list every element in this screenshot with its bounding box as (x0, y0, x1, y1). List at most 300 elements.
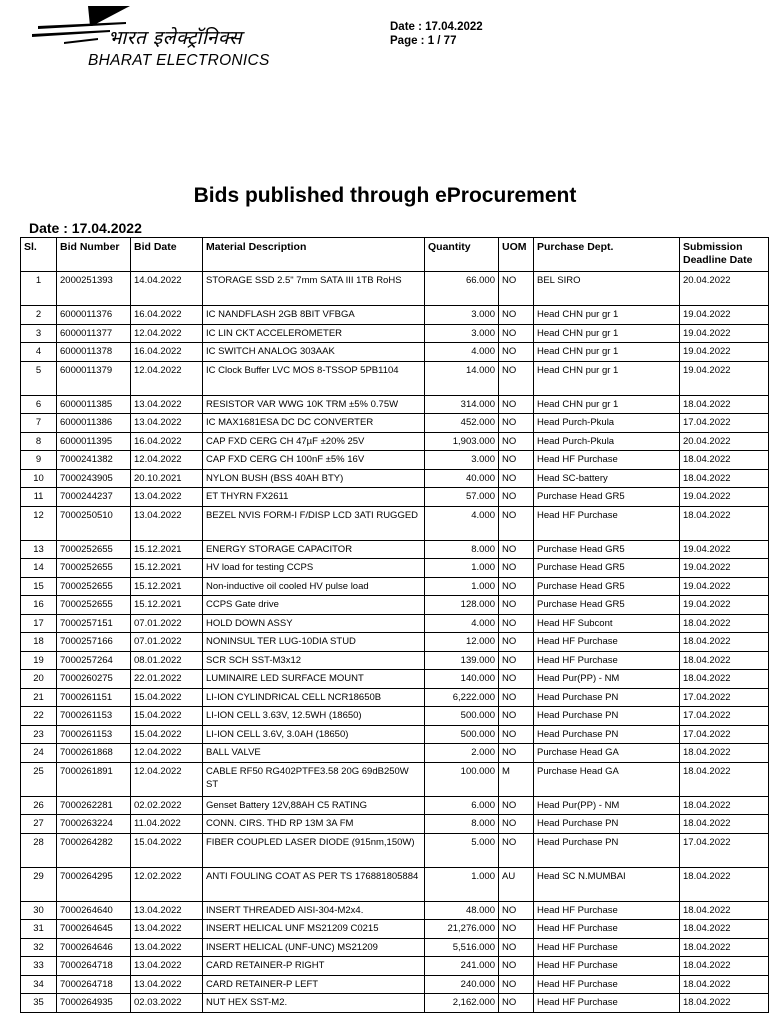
table-row (21, 994, 769, 1013)
cell-quantity: 139.000 (425, 651, 499, 670)
cell-purchase-dept: Head HF Subcont (534, 614, 680, 633)
cell-purchase-dept: Head Pur(PP) - NM (534, 670, 680, 689)
table-row (21, 957, 769, 976)
date-heading: Date : 17.04.2022 (29, 220, 142, 236)
cell-bid-number: 7000257151 (57, 614, 131, 633)
cell-bid-number: 7000260275 (57, 670, 131, 689)
cell-submission-deadline: 18.04.2022 (680, 395, 769, 414)
table-row (21, 324, 769, 343)
cell-submission-deadline: 19.04.2022 (680, 596, 769, 615)
cell-material-description: IC LIN CKT ACCELEROMETER (203, 324, 425, 343)
cell-uom: NO (499, 815, 534, 834)
cell-sl: 28 (21, 833, 57, 867)
company-logo (30, 6, 350, 74)
cell-bid-date: 15.04.2022 (131, 725, 203, 744)
cell-bid-date: 16.04.2022 (131, 343, 203, 362)
cell-submission-deadline: 17.04.2022 (680, 414, 769, 433)
cell-quantity: 14.000 (425, 361, 499, 395)
cell-material-description: LI-ION CELL 3.6V, 3.0AH (18650) (203, 725, 425, 744)
cell-purchase-dept: Head Purchase PN (534, 725, 680, 744)
cell-submission-deadline: 18.04.2022 (680, 994, 769, 1013)
cell-quantity: 48.000 (425, 901, 499, 920)
cell-sl: 9 (21, 451, 57, 470)
cell-sl: 20 (21, 670, 57, 689)
cell-material-description: HV load for testing CCPS (203, 559, 425, 578)
cell-purchase-dept: Head HF Purchase (534, 451, 680, 470)
cell-submission-deadline: 18.04.2022 (680, 957, 769, 976)
table-row (21, 414, 769, 433)
col-header-uom: UOM (499, 238, 534, 272)
cell-sl: 4 (21, 343, 57, 362)
table-row (21, 506, 769, 540)
cell-submission-deadline: 20.04.2022 (680, 432, 769, 451)
cell-uom: NO (499, 506, 534, 540)
cell-purchase-dept: Purchase Head GR5 (534, 540, 680, 559)
cell-uom: NO (499, 306, 534, 325)
cell-uom: NO (499, 559, 534, 578)
cell-quantity: 241.000 (425, 957, 499, 976)
cell-uom: NO (499, 324, 534, 343)
table-row (21, 540, 769, 559)
table-row (21, 707, 769, 726)
cell-uom: NO (499, 651, 534, 670)
cell-quantity: 6,222.000 (425, 688, 499, 707)
cell-bid-number: 7000264295 (57, 867, 131, 901)
table-row (21, 614, 769, 633)
cell-purchase-dept: Purchase Head GR5 (534, 577, 680, 596)
cell-quantity: 57.000 (425, 488, 499, 507)
cell-bid-date: 15.04.2022 (131, 707, 203, 726)
cell-bid-date: 13.04.2022 (131, 957, 203, 976)
col-header-purchase-dept: Purchase Dept. (534, 238, 680, 272)
cell-sl: 5 (21, 361, 57, 395)
cell-purchase-dept: Head HF Purchase (534, 957, 680, 976)
cell-purchase-dept: Head CHN pur gr 1 (534, 306, 680, 325)
cell-uom: NO (499, 725, 534, 744)
cell-bid-number: 7000261153 (57, 707, 131, 726)
col-header-material-description: Material Description (203, 238, 425, 272)
cell-material-description: FIBER COUPLED LASER DIODE (915nm,150W) (203, 833, 425, 867)
table-body (21, 272, 769, 1013)
cell-purchase-dept: Head HF Purchase (534, 506, 680, 540)
cell-quantity: 8.000 (425, 815, 499, 834)
cell-material-description: ANTI FOULING COAT AS PER TS 176881805884 (203, 867, 425, 901)
cell-uom: NO (499, 796, 534, 815)
cell-quantity: 66.000 (425, 272, 499, 306)
cell-purchase-dept: Head HF Purchase (534, 633, 680, 652)
cell-uom: NO (499, 938, 534, 957)
cell-bid-number: 6000011377 (57, 324, 131, 343)
cell-submission-deadline: 17.04.2022 (680, 725, 769, 744)
cell-purchase-dept: Head Purch-Pkula (534, 414, 680, 433)
cell-material-description: CARD RETAINER-P RIGHT (203, 957, 425, 976)
cell-sl: 31 (21, 920, 57, 939)
cell-bid-number: 7000252655 (57, 577, 131, 596)
table-row (21, 744, 769, 763)
cell-submission-deadline: 18.04.2022 (680, 506, 769, 540)
cell-bid-date: 11.04.2022 (131, 815, 203, 834)
cell-sl: 8 (21, 432, 57, 451)
cell-bid-date: 02.02.2022 (131, 796, 203, 815)
cell-material-description: IC SWITCH ANALOG 303AAK (203, 343, 425, 362)
cell-bid-date: 12.04.2022 (131, 361, 203, 395)
cell-uom: NO (499, 540, 534, 559)
cell-material-description: NONINSUL TER LUG-10DIA STUD (203, 633, 425, 652)
cell-bid-date: 16.04.2022 (131, 306, 203, 325)
table-row (21, 762, 769, 796)
cell-submission-deadline: 18.04.2022 (680, 975, 769, 994)
cell-submission-deadline: 18.04.2022 (680, 796, 769, 815)
cell-submission-deadline: 18.04.2022 (680, 633, 769, 652)
cell-bid-number: 7000264718 (57, 957, 131, 976)
cell-sl: 25 (21, 762, 57, 796)
cell-sl: 13 (21, 540, 57, 559)
cell-uom: NO (499, 577, 534, 596)
document-meta (390, 20, 483, 48)
cell-bid-date: 13.04.2022 (131, 414, 203, 433)
table-row (21, 343, 769, 362)
cell-material-description: INSERT HELICAL UNF MS21209 C0215 (203, 920, 425, 939)
cell-material-description: HOLD DOWN ASSY (203, 614, 425, 633)
cell-quantity: 5.000 (425, 833, 499, 867)
table-row (21, 651, 769, 670)
cell-bid-number: 7000241382 (57, 451, 131, 470)
cell-bid-date: 13.04.2022 (131, 395, 203, 414)
cell-sl: 18 (21, 633, 57, 652)
page-indicator: Page : 1 / 77 (390, 35, 457, 47)
cell-sl: 29 (21, 867, 57, 901)
table-row (21, 469, 769, 488)
cell-bid-number: 7000250510 (57, 506, 131, 540)
cell-quantity: 12.000 (425, 633, 499, 652)
cell-material-description: IC Clock Buffer LVC MOS 8-TSSOP 5PB1104 (203, 361, 425, 395)
cell-bid-date: 16.04.2022 (131, 432, 203, 451)
cell-bid-number: 7000264282 (57, 833, 131, 867)
cell-submission-deadline: 18.04.2022 (680, 901, 769, 920)
cell-uom: NO (499, 395, 534, 414)
cell-bid-number: 7000244237 (57, 488, 131, 507)
cell-material-description: NYLON BUSH (BSS 40AH BTY) (203, 469, 425, 488)
cell-purchase-dept: Head SC-battery (534, 469, 680, 488)
cell-purchase-dept: Head Purchase PN (534, 688, 680, 707)
cell-material-description: IC NANDFLASH 2GB 8BIT VFBGA (203, 306, 425, 325)
cell-quantity: 1.000 (425, 559, 499, 578)
cell-quantity: 100.000 (425, 762, 499, 796)
cell-sl: 27 (21, 815, 57, 834)
cell-bid-number: 7000252655 (57, 559, 131, 578)
cell-sl: 24 (21, 744, 57, 763)
table-row (21, 432, 769, 451)
cell-uom: NO (499, 469, 534, 488)
cell-uom: NO (499, 361, 534, 395)
cell-sl: 15 (21, 577, 57, 596)
cell-quantity: 4.000 (425, 343, 499, 362)
cell-bid-number: 7000252655 (57, 540, 131, 559)
cell-submission-deadline: 18.04.2022 (680, 744, 769, 763)
cell-bid-number: 7000262281 (57, 796, 131, 815)
cell-material-description: RESISTOR VAR WWG 10K TRM ±5% 0.75W (203, 395, 425, 414)
cell-submission-deadline: 18.04.2022 (680, 651, 769, 670)
cell-submission-deadline: 17.04.2022 (680, 833, 769, 867)
cell-uom: NO (499, 975, 534, 994)
cell-bid-date: 08.01.2022 (131, 651, 203, 670)
cell-bid-number: 7000243905 (57, 469, 131, 488)
cell-purchase-dept: Head CHN pur gr 1 (534, 361, 680, 395)
cell-purchase-dept: Head Purchase PN (534, 833, 680, 867)
cell-purchase-dept: Purchase Head GA (534, 762, 680, 796)
cell-purchase-dept: Purchase Head GR5 (534, 559, 680, 578)
col-header-sl: Sl. (21, 238, 57, 272)
cell-quantity: 3.000 (425, 306, 499, 325)
cell-material-description: CCPS Gate drive (203, 596, 425, 615)
cell-purchase-dept: Head Purchase PN (534, 815, 680, 834)
cell-purchase-dept: Head HF Purchase (534, 975, 680, 994)
cell-purchase-dept: BEL SIRO (534, 272, 680, 306)
cell-bid-number: 7000261151 (57, 688, 131, 707)
cell-submission-deadline: 18.04.2022 (680, 920, 769, 939)
cell-purchase-dept: Head SC N.MUMBAI (534, 867, 680, 901)
cell-material-description: ET THYRN FX2611 (203, 488, 425, 507)
cell-bid-number: 6000011376 (57, 306, 131, 325)
cell-submission-deadline: 19.04.2022 (680, 306, 769, 325)
col-header-bid-number: Bid Number (57, 238, 131, 272)
cell-bid-number: 7000261891 (57, 762, 131, 796)
cell-uom: NO (499, 488, 534, 507)
col-header-submission-deadline: Submission Deadline Date (680, 238, 769, 272)
cell-bid-number: 7000264646 (57, 938, 131, 957)
cell-material-description: ENERGY STORAGE CAPACITOR (203, 540, 425, 559)
table-row (21, 306, 769, 325)
cell-bid-number: 7000263224 (57, 815, 131, 834)
cell-material-description: CAP FXD CERG CH 47µF ±20% 25V (203, 432, 425, 451)
cell-bid-date: 07.01.2022 (131, 614, 203, 633)
cell-submission-deadline: 19.04.2022 (680, 488, 769, 507)
cell-uom: NO (499, 707, 534, 726)
table-row (21, 451, 769, 470)
cell-bid-date: 14.04.2022 (131, 272, 203, 306)
cell-uom: NO (499, 343, 534, 362)
cell-uom: NO (499, 670, 534, 689)
cell-quantity: 5,516.000 (425, 938, 499, 957)
cell-quantity: 140.000 (425, 670, 499, 689)
cell-quantity: 1.000 (425, 577, 499, 596)
cell-uom: NO (499, 833, 534, 867)
cell-sl: 6 (21, 395, 57, 414)
cell-material-description: Non-inductive oil cooled HV pulse load (203, 577, 425, 596)
cell-submission-deadline: 19.04.2022 (680, 361, 769, 395)
cell-purchase-dept: Head Purchase PN (534, 707, 680, 726)
cell-bid-date: 13.04.2022 (131, 920, 203, 939)
cell-quantity: 2,162.000 (425, 994, 499, 1013)
cell-quantity: 1,903.000 (425, 432, 499, 451)
cell-bid-number: 6000011379 (57, 361, 131, 395)
cell-bid-date: 13.04.2022 (131, 975, 203, 994)
cell-uom: NO (499, 994, 534, 1013)
cell-submission-deadline: 20.04.2022 (680, 272, 769, 306)
cell-bid-date: 15.12.2021 (131, 577, 203, 596)
cell-material-description: STORAGE SSD 2.5" 7mm SATA III 1TB RoHS (203, 272, 425, 306)
cell-purchase-dept: Head Purch-Pkula (534, 432, 680, 451)
cell-sl: 11 (21, 488, 57, 507)
cell-sl: 33 (21, 957, 57, 976)
cell-bid-date: 13.04.2022 (131, 506, 203, 540)
cell-quantity: 2.000 (425, 744, 499, 763)
cell-bid-number: 7000264935 (57, 994, 131, 1013)
cell-purchase-dept: Purchase Head GR5 (534, 596, 680, 615)
cell-purchase-dept: Head CHN pur gr 1 (534, 324, 680, 343)
cell-purchase-dept: Head Pur(PP) - NM (534, 796, 680, 815)
cell-bid-date: 20.10.2021 (131, 469, 203, 488)
cell-bid-number: 7000264718 (57, 975, 131, 994)
cell-material-description: INSERT THREADED AISI-304-M2x4. (203, 901, 425, 920)
cell-quantity: 6.000 (425, 796, 499, 815)
cell-material-description: BALL VALVE (203, 744, 425, 763)
table-row (21, 559, 769, 578)
cell-bid-date: 12.04.2022 (131, 451, 203, 470)
cell-bid-number: 7000257264 (57, 651, 131, 670)
cell-bid-number: 7000252655 (57, 596, 131, 615)
table-header-row (21, 238, 769, 272)
cell-bid-date: 15.04.2022 (131, 833, 203, 867)
cell-submission-deadline: 18.04.2022 (680, 762, 769, 796)
cell-uom: NO (499, 744, 534, 763)
cell-quantity: 128.000 (425, 596, 499, 615)
cell-sl: 34 (21, 975, 57, 994)
cell-quantity: 314.000 (425, 395, 499, 414)
cell-material-description: NUT HEX SST-M2. (203, 994, 425, 1013)
cell-bid-date: 15.04.2022 (131, 688, 203, 707)
cell-bid-date: 15.12.2021 (131, 596, 203, 615)
cell-sl: 21 (21, 688, 57, 707)
logo-hindi-text: भारत इलेक्ट्रॉनिक्स (108, 27, 243, 49)
cell-sl: 2 (21, 306, 57, 325)
cell-sl: 22 (21, 707, 57, 726)
cell-uom: NO (499, 596, 534, 615)
cell-bid-date: 12.04.2022 (131, 744, 203, 763)
table-row (21, 975, 769, 994)
cell-quantity: 21,276.000 (425, 920, 499, 939)
cell-uom: NO (499, 451, 534, 470)
cell-material-description: IC MAX1681ESA DC DC CONVERTER (203, 414, 425, 433)
table-row (21, 833, 769, 867)
cell-submission-deadline: 19.04.2022 (680, 540, 769, 559)
cell-quantity: 4.000 (425, 506, 499, 540)
cell-submission-deadline: 18.04.2022 (680, 451, 769, 470)
cell-submission-deadline: 18.04.2022 (680, 815, 769, 834)
cell-material-description: CAP FXD CERG CH 100nF ±5% 16V (203, 451, 425, 470)
cell-purchase-dept: Purchase Head GR5 (534, 488, 680, 507)
cell-bid-date: 07.01.2022 (131, 633, 203, 652)
table-row (21, 596, 769, 615)
table-row (21, 633, 769, 652)
cell-bid-number: 2000251393 (57, 272, 131, 306)
cell-sl: 17 (21, 614, 57, 633)
cell-bid-number: 7000257166 (57, 633, 131, 652)
cell-bid-date: 12.02.2022 (131, 867, 203, 901)
cell-quantity: 452.000 (425, 414, 499, 433)
cell-sl: 32 (21, 938, 57, 957)
cell-quantity: 3.000 (425, 451, 499, 470)
cell-material-description: Genset Battery 12V,88AH C5 RATING (203, 796, 425, 815)
table-row (21, 725, 769, 744)
cell-purchase-dept: Head HF Purchase (534, 994, 680, 1013)
cell-material-description: LI-ION CELL 3.63V, 12.5WH (18650) (203, 707, 425, 726)
cell-bid-date: 12.04.2022 (131, 324, 203, 343)
cell-uom: NO (499, 432, 534, 451)
cell-submission-deadline: 18.04.2022 (680, 469, 769, 488)
cell-submission-deadline: 18.04.2022 (680, 614, 769, 633)
cell-material-description: LI-ION CYLINDRICAL CELL NCR18650B (203, 688, 425, 707)
cell-sl: 1 (21, 272, 57, 306)
cell-material-description: BEZEL NVIS FORM-I F/DISP LCD 3ATI RUGGED (203, 506, 425, 540)
cell-bid-number: 6000011385 (57, 395, 131, 414)
cell-uom: NO (499, 614, 534, 633)
cell-uom: NO (499, 272, 534, 306)
cell-submission-deadline: 19.04.2022 (680, 324, 769, 343)
bids-table (20, 237, 769, 1013)
cell-material-description: SCR SCH SST-M3x12 (203, 651, 425, 670)
cell-uom: NO (499, 633, 534, 652)
cell-quantity: 40.000 (425, 469, 499, 488)
col-header-quantity: Quantity (425, 238, 499, 272)
cell-bid-date: 13.04.2022 (131, 488, 203, 507)
cell-uom: NO (499, 414, 534, 433)
table-row (21, 361, 769, 395)
cell-bid-date: 22.01.2022 (131, 670, 203, 689)
cell-bid-number: 7000261153 (57, 725, 131, 744)
cell-bid-date: 13.04.2022 (131, 901, 203, 920)
cell-uom: NO (499, 688, 534, 707)
cell-sl: 35 (21, 994, 57, 1013)
cell-bid-date: 15.12.2021 (131, 540, 203, 559)
cell-bid-number: 7000261868 (57, 744, 131, 763)
cell-material-description: CARD RETAINER-P LEFT (203, 975, 425, 994)
table-row (21, 796, 769, 815)
page-title: Bids published through eProcurement (193, 184, 577, 207)
cell-submission-deadline: 19.04.2022 (680, 577, 769, 596)
cell-purchase-dept: Head HF Purchase (534, 938, 680, 957)
table-row (21, 395, 769, 414)
cell-material-description: LUMINAIRE LED SURFACE MOUNT (203, 670, 425, 689)
document-date: Date : 17.04.2022 (390, 21, 483, 33)
table-row (21, 488, 769, 507)
cell-sl: 23 (21, 725, 57, 744)
cell-bid-number: 6000011386 (57, 414, 131, 433)
cell-purchase-dept: Head HF Purchase (534, 920, 680, 939)
logo-english-text: BHARAT ELECTRONICS (88, 52, 270, 69)
cell-quantity: 240.000 (425, 975, 499, 994)
cell-purchase-dept: Head CHN pur gr 1 (534, 395, 680, 414)
cell-sl: 3 (21, 324, 57, 343)
cell-sl: 10 (21, 469, 57, 488)
table-row (21, 688, 769, 707)
cell-bid-number: 6000011395 (57, 432, 131, 451)
cell-bid-number: 7000264645 (57, 920, 131, 939)
cell-sl: 30 (21, 901, 57, 920)
cell-material-description: CONN. CIRS. THD RP 13M 3A FM (203, 815, 425, 834)
cell-purchase-dept: Head HF Purchase (534, 651, 680, 670)
cell-material-description: CABLE RF50 RG402PTFE3.58 20G 69dB250W ST (203, 762, 425, 796)
col-header-bid-date: Bid Date (131, 238, 203, 272)
cell-quantity: 500.000 (425, 707, 499, 726)
cell-bid-date: 13.04.2022 (131, 938, 203, 957)
cell-sl: 7 (21, 414, 57, 433)
cell-sl: 12 (21, 506, 57, 540)
table-row (21, 577, 769, 596)
cell-purchase-dept: Purchase Head GA (534, 744, 680, 763)
cell-sl: 14 (21, 559, 57, 578)
cell-bid-date: 12.04.2022 (131, 762, 203, 796)
